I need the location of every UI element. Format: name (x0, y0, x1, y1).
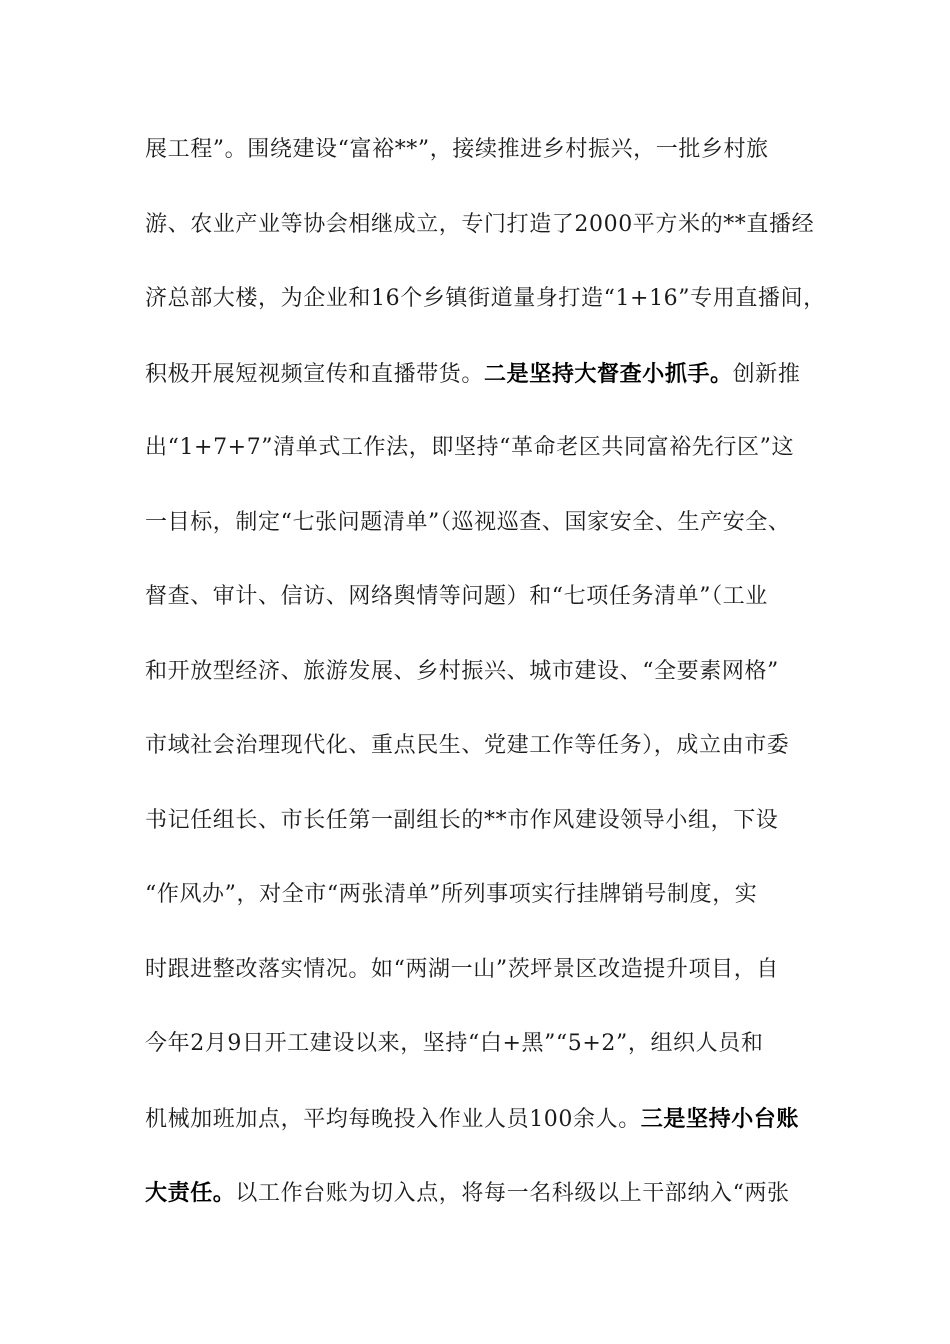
text-run: 一目标，制定“七张问题清单”（巡视巡查、国家安全、生产安全、 (145, 509, 791, 535)
text-line (145, 872, 825, 947)
text-run: 市域社会治理现代化、重点民生、党建工作等任务），成立由市委 (145, 733, 790, 758)
text-run: 书记任组长、市长任第一副组长的**市作风建设领导小组，下设 (145, 807, 779, 833)
text-run: 以工作台账为切入点，将每一名科级以上干部纳入“两张 (235, 1181, 790, 1206)
text-run: 游、农业产业等协会相继成立，专门打造了2000平方米的**直播经 (145, 211, 815, 237)
text-line (145, 947, 825, 1022)
text-run: 督查、审计、信访、网络舆情等问题）和“七项任务清单”（工业 (145, 584, 768, 609)
bold-heading-run: 二是坚持大督查小抓手。 (484, 360, 733, 387)
text-line (145, 649, 825, 724)
text-run: 出“1+7+7”清单式工作法，即坚持“革命老区共同富裕先行区”这 (145, 435, 795, 460)
text-line (145, 202, 825, 277)
text-line (145, 127, 825, 202)
text-line (145, 1170, 825, 1245)
text-line (145, 276, 825, 351)
text-run: 济总部大楼，为企业和16个乡镇街道量身打造“1+16”专用直播间， (145, 286, 826, 311)
text-run: 时跟进整改落实情况。如“两湖一山”茨坪景区改造提升项目，自 (145, 956, 779, 982)
text-run: 展工程”。围绕建设“富裕**”，接续推进乡村振兴，一批乡村旅 (145, 137, 769, 162)
text-run: 和开放型经济、旅游发展、乡村振兴、城市建设、“全要素网格” (145, 658, 779, 684)
text-run: 今年2月9日开工建设以来，坚持“白+黑”“5+2”，组织人员和 (145, 1031, 764, 1056)
text-run: 机械加班加点，平均每晚投入作业人员100余人。 (145, 1106, 641, 1132)
text-run: 积极开展短视频宣传和直播带货。 (145, 361, 485, 387)
text-line (145, 723, 825, 798)
text-run: “作风办”，对全市“两张清单”所列事项实行挂牌销号制度，实 (145, 882, 758, 907)
text-line (145, 574, 825, 649)
text-run: 创新推 (732, 361, 801, 387)
text-line (145, 500, 825, 575)
text-line (145, 1021, 825, 1096)
text-line (145, 425, 825, 500)
bold-heading-run: 大责任。 (145, 1180, 236, 1206)
bold-heading-run: 三是坚持小台账 (640, 1105, 799, 1132)
document-body (145, 127, 825, 1245)
text-line (145, 1096, 825, 1171)
text-line (145, 798, 825, 873)
text-line (145, 351, 825, 426)
